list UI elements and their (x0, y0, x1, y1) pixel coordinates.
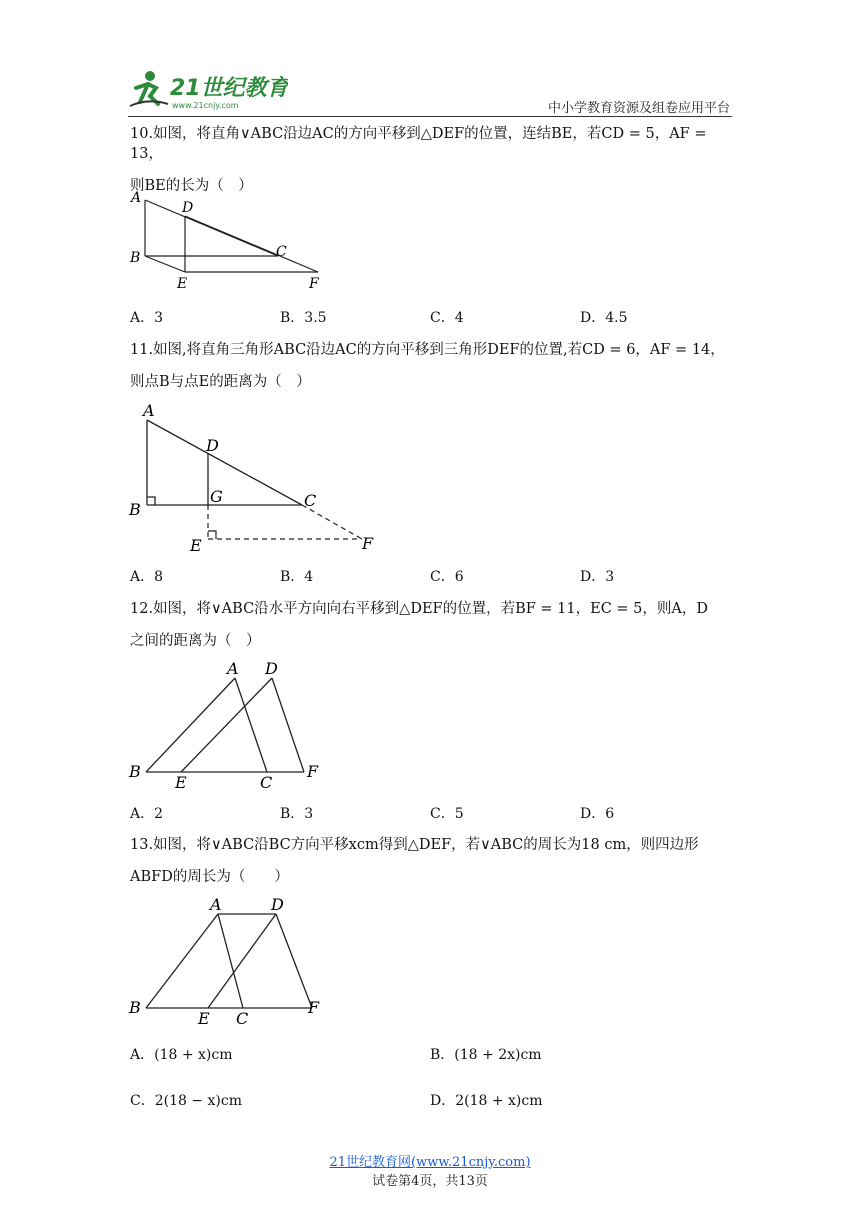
option-c[interactable]: C．4 (430, 310, 464, 326)
question-13-line1: 如图，将∨ABC沿BC方向平移xcm得到△DEF，若∨ABC的周长为18 cm，则四边形 (153, 837, 699, 853)
option-a[interactable]: A．(18 + x)cm (130, 1047, 233, 1063)
question-11-number: 11. (130, 342, 154, 358)
label-E: E (175, 773, 187, 792)
option-a[interactable]: A．3 (130, 310, 164, 326)
label-A: A (210, 895, 222, 914)
label-G: G (210, 487, 223, 506)
figure-q11 (126, 398, 386, 558)
label-F: F (308, 998, 320, 1017)
question-12-line2: 之间的距离为（ ） (130, 633, 261, 649)
question-13-line2: ABFD的周长为（ ） (130, 869, 289, 885)
question-13 (130, 835, 740, 887)
label-D: D (271, 895, 284, 914)
option-a[interactable]: A．8 (130, 569, 164, 585)
label-A: A (143, 401, 155, 420)
option-d[interactable]: D．2(18 + x)cm (430, 1093, 543, 1109)
label-F: F (309, 276, 319, 292)
option-d[interactable]: D．3 (580, 569, 615, 585)
option-c[interactable]: C．6 (430, 569, 464, 585)
label-D: D (265, 659, 278, 678)
label-A: A (227, 659, 239, 678)
label-A: A (131, 190, 142, 206)
option-b[interactable]: B．3 (280, 806, 314, 822)
label-E: E (190, 536, 202, 555)
question-11 (130, 340, 740, 392)
question-10-number: 10. (130, 126, 154, 142)
label-F: F (362, 534, 374, 553)
question-13-number: 13. (130, 837, 154, 853)
label-B: B (129, 762, 141, 781)
label-D: D (182, 200, 194, 216)
label-C: C (260, 773, 273, 792)
question-12-line1: 如图，将∨ABC沿水平方向向右平移到△DEF的位置，若BF = 11，EC = 5，则A，D (153, 601, 708, 617)
label-B: B (130, 250, 141, 266)
label-E: E (177, 276, 188, 292)
option-b[interactable]: B．3.5 (280, 310, 327, 326)
question-12-number: 12. (130, 601, 154, 617)
option-c[interactable]: C．5 (430, 806, 464, 822)
question-12 (130, 599, 740, 651)
option-c[interactable]: C．2(18 − x)cm (130, 1093, 242, 1109)
label-B: B (129, 998, 141, 1017)
label-F: F (307, 762, 319, 781)
question-10-line1: 如图，将直角∨ABC沿边AC的方向平移到△DEF的位置，连结BE，若CD = 5，AF = 13， (130, 126, 707, 162)
label-B: B (129, 500, 141, 519)
figure-q12 (126, 656, 336, 792)
figure-q13 (126, 892, 336, 1030)
option-b[interactable]: B．4 (280, 569, 314, 585)
question-11-line1: 如图,将直角三角形ABC沿边AC的方向平移到三角形DEF的位置,若CD = 6，AF = 14， (153, 342, 725, 358)
footer-site-link[interactable]: 21世纪教育网(www.21cnjy.com) (329, 1155, 531, 1170)
option-d[interactable]: D．4.5 (580, 310, 628, 326)
option-b[interactable]: B．(18 + 2x)cm (430, 1047, 542, 1063)
figure-q10 (126, 186, 336, 294)
label-D: D (206, 436, 219, 455)
label-C: C (236, 1009, 249, 1028)
footer-page-number: 试卷第4页，共13页 (372, 1174, 488, 1189)
option-d[interactable]: D．6 (580, 806, 615, 822)
logo-subtext: www.21cnjy.com (172, 101, 239, 110)
option-a[interactable]: A．2 (130, 806, 164, 822)
header-platform-text: 中小学教育资源及组卷应用平台 (547, 101, 730, 116)
question-11-line2: 则点B与点E的距离为（ ） (130, 374, 311, 390)
label-C: C (276, 244, 287, 260)
site-logo (128, 68, 288, 112)
runner-logo-icon (128, 68, 288, 112)
logo-text: 21世纪教育 (170, 76, 288, 101)
label-C: C (304, 491, 317, 510)
label-E: E (198, 1009, 210, 1028)
question-10-line2: 则BE的长为（ ） (130, 178, 253, 194)
header-divider (128, 116, 732, 117)
